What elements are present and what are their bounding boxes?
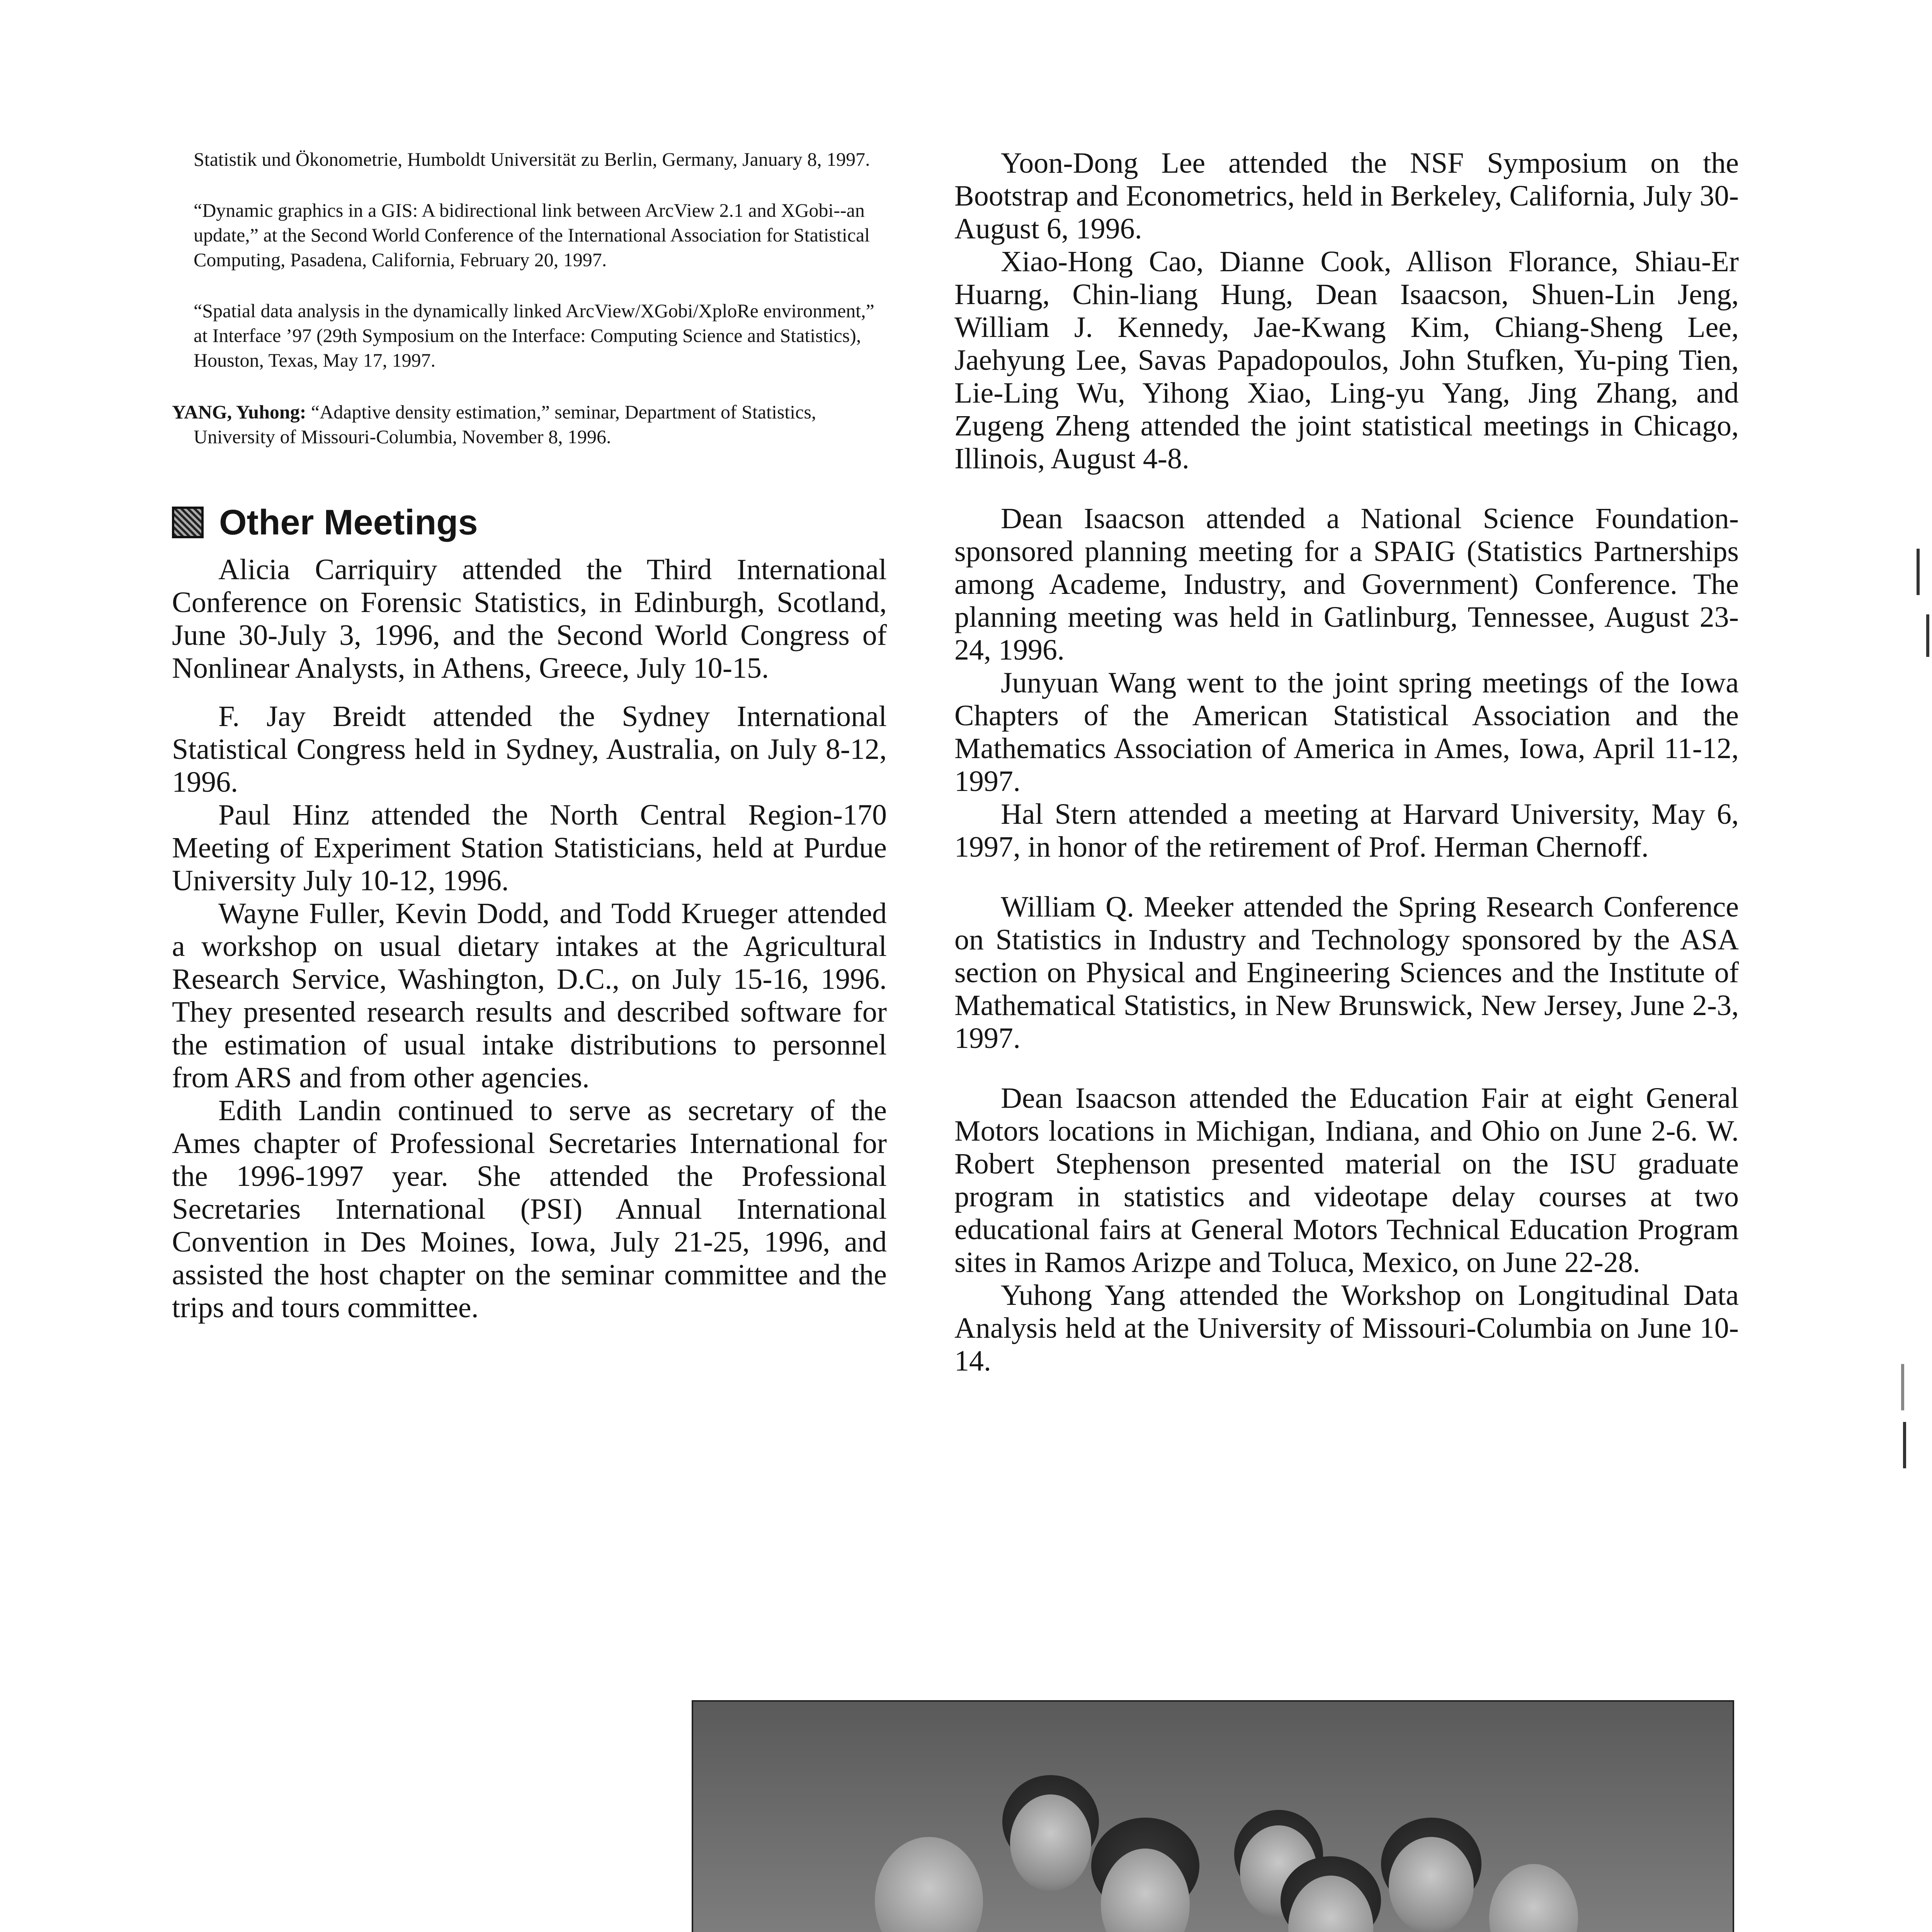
meeting-paragraph: Hal Stern attended a meeting at Harvard University, May 6, 1997, in honor of the retirement of Prof. Herman Chernoff. [954,798,1739,863]
section-title: Other Meetings [219,503,478,542]
scan-margin-mark [1903,1422,1906,1468]
right-column [954,147,1739,1378]
scan-margin-mark [1901,1364,1904,1410]
meeting-paragraph: Yoon-Dong Lee attended the NSF Symposium on the Bootstrap and Econometrics, held in Berkeley, California, July 30-August 6, 1996. [954,147,1739,245]
photo-person-face [1389,1837,1474,1932]
section-square-icon [172,507,204,538]
reference-entry: Statistik und Ökonometrie, Humboldt Universität zu Berlin, Germany, January 8, 1997. [194,148,870,170]
meeting-paragraph: Junyuan Wang went to the joint spring meetings of the Iowa Chapters of the American Statistical Association and the Mathematics Association of America in Ames, Iowa, April 11-12, 1997. [954,667,1739,798]
meeting-paragraph: Paul Hinz attended the North Central Region-170 Meeting of Experiment Station Statisticians, held at Purdue University July 10-12, 1996. [172,799,887,897]
reference-entry: “Spatial data analysis in the dynamically linked ArcView/XGobi/XploRe environment,” at Interface ’97 (29th Symposium on the Interface: Computing Science and Statistics), Houston, Texas, May 17, 1997. [194,300,874,371]
meeting-paragraph: Dean Isaacson attended the Education Fair at eight General Motors locations in Michigan, Indiana, and Ohio on June 2-6. W. Robert Stephenson presented material on the ISU graduate program in statistics and videotape delay courses at two educational fairs at General Motors Technical Education Program sites in Ramos Arizpe and Toluca, Mexico, on June 22-28. [954,1082,1739,1279]
scan-margin-mark [1926,614,1929,657]
section-heading [172,503,887,542]
meeting-paragraph: F. Jay Breidt attended the Sydney International Statistical Congress held in Sydney, Australia, on July 8-12, 1996. [172,700,887,798]
left-column [172,147,887,1324]
entry-text: “Adaptive density estimation,” seminar, Department of Statistics, University of Missouri-Columbia, November 8, 1996. [194,401,816,447]
scan-margin-mark [1917,549,1920,595]
staff-group-photo [692,1700,1734,1932]
meeting-paragraph: William Q. Meeker attended the Spring Research Conference on Statistics in Industry and Technology sponsored by the ASA section on Physical and Engineering Sciences and the Institute of Mathematical Statistics, in New Brunswick, New Jersey, June 2-3, 1997. [954,891,1739,1054]
photo-person-face [1010,1794,1091,1891]
reference-entry: “Dynamic graphics in a GIS: A bidirectional link between ArcView 2.1 and XGobi--an update,” at the Second World Conference of the International Association for Statistical Computing, Pasadena, California, February 20, 1997. [194,199,870,270]
meeting-paragraph: Alicia Carriquiry attended the Third International Conference on Forensic Statistics, in Edinburgh, Scotland, June 30-July 3, 1996, and the Second World Congress of Nonlinear Analysts, in Athens, Greece, July 10-15. [172,553,887,684]
meeting-paragraph: Wayne Fuller, Kevin Dodd, and Todd Krueger attended a workshop on usual dietary intakes at the Agricultural Research Service, Washington, D.C., on July 15-16, 1996. They presented research results and described software for the estimation of usual intake distributions to personnel from ARS and from other agencies. [172,897,887,1094]
meeting-paragraph: Edith Landin continued to serve as secretary of the Ames chapter of Professional Secretaries International for the 1996-1997 year. She attended the Professional Secretaries International (PSI) Annual International Convention in Des Moines, Iowa, July 21-25, 1996, and assisted the host chapter on the seminar committee and the trips and tours committee. [172,1094,887,1324]
meeting-paragraph: Yuhong Yang attended the Workshop on Longitudinal Data Analysis held at the University of Missouri-Columbia on June 10-14. [954,1279,1739,1377]
meeting-paragraph: Xiao-Hong Cao, Dianne Cook, Allison Florance, Shiau-Er Huarng, Chin-liang Hung, Dean Isaacson, Shuen-Lin Jeng, William J. Kennedy, Jae-Kwang Kim, Chiang-Sheng Lee, Jaehyung Lee, Savas Papadopoulos, John Stufken, Yu-ping Tien, Lie-Ling Wu, Yihong Xiao, Ling-yu Yang, Jing Zhang, and Zugeng Zheng attended the joint statistical meetings in Chicago, Illinois, August 4-8. [954,245,1739,475]
meeting-paragraph: Dean Isaacson attended a National Science Foundation-sponsored planning meeting for a SPAIG (Statistics Partnerships among Academe, Industry, and Government) Conference. The planning meeting was held in Gatlinburg, Tennessee, August 23-24, 1996. [954,502,1739,666]
photo-background-wall [693,1702,1733,1932]
author-name: YANG, Yuhong: [172,401,306,423]
yang-publication-entry [172,400,887,449]
